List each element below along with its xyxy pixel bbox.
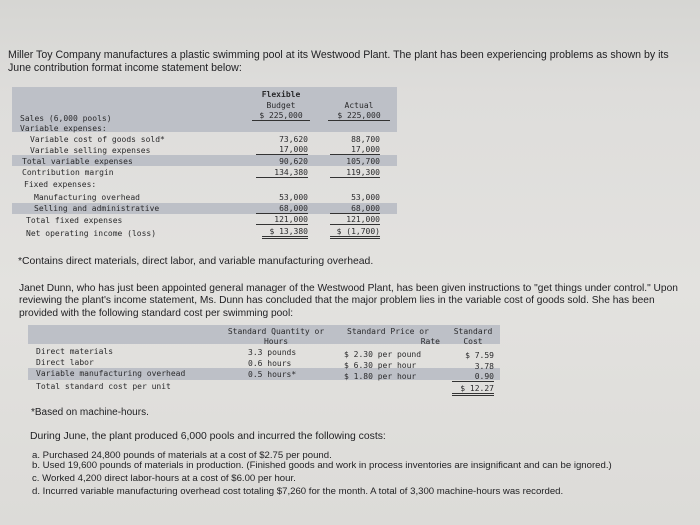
std-label-total: Total standard cost per unit bbox=[36, 382, 171, 391]
actual-sga: 68,000 bbox=[330, 204, 380, 214]
actual-tvar: 105,700 bbox=[346, 157, 380, 166]
std-qty-dl: 0.6 hours bbox=[248, 359, 292, 368]
flex-sales: $ 225,000 bbox=[252, 111, 310, 121]
std-price-voh: $ 1.80 per hour bbox=[344, 372, 417, 381]
row-label-tfixed: Total fixed expenses bbox=[26, 216, 123, 225]
row-label-vsell: Variable selling expenses bbox=[30, 146, 151, 155]
row-label-var-exp: Variable expenses: bbox=[20, 124, 107, 133]
flex-cm: 134,380 bbox=[256, 168, 308, 178]
row-label-mfg-oh: Manufacturing overhead bbox=[34, 193, 140, 202]
footnote-machine-hours: *Based on machine-hours. bbox=[31, 407, 149, 418]
cost-items-list bbox=[32, 451, 672, 498]
std-cost-dl: 3.78 bbox=[474, 362, 494, 371]
row-label-tvar: Total variable expenses bbox=[22, 157, 133, 166]
col-cost-1: Standard bbox=[453, 327, 493, 336]
flex-mfg-oh: 53,000 bbox=[279, 193, 308, 202]
actual-mfg-oh: 53,000 bbox=[351, 193, 380, 202]
list-item: b. Used 19,600 pounds of materials in production. (Finished goods and work in process inventories are insignificant and can be ignored.) bbox=[32, 460, 612, 472]
june-intro: During June, the plant produced 6,000 pools and incurred the following costs: bbox=[30, 431, 386, 442]
col-qty-1: Standard Quantity or bbox=[227, 327, 325, 336]
list-item: a. Purchased 24,800 pounds of materials at a cost of $2.75 per pound. bbox=[32, 450, 332, 461]
row-label-fixed: Fixed expenses: bbox=[24, 180, 97, 189]
actual-sales: $ 225,000 bbox=[328, 111, 390, 121]
flex-sga: 68,000 bbox=[256, 204, 308, 214]
list-item: d. Incurred variable manufacturing overhead cost totaling $7,260 for the month. A total of 3,300 machine-hours was recorded. bbox=[32, 486, 564, 498]
actual-vsell: 17,000 bbox=[330, 145, 380, 155]
flex-noi: $ 13,380 bbox=[262, 227, 308, 239]
std-label-voh: Variable manufacturing overhead bbox=[36, 369, 186, 378]
row-label-cm: Contribution margin bbox=[22, 168, 114, 177]
std-price-dl: $ 6.30 per hour bbox=[344, 361, 417, 370]
actual-vcogs: 88,700 bbox=[351, 135, 380, 144]
row-label-sales: Sales (6,000 pools) bbox=[20, 114, 112, 123]
std-cost-voh: 0.90 bbox=[452, 372, 494, 382]
footnote-cogs: *Contains direct materials, direct labor, and variable manufacturing overhead. bbox=[18, 256, 374, 267]
list-item: c. Worked 4,200 direct labor-hours at a cost of $6.00 per hour. bbox=[32, 472, 296, 484]
row-label-sga: Selling and administrative bbox=[34, 204, 160, 213]
row-label-vcogs: Variable cost of goods sold* bbox=[30, 135, 165, 144]
flex-header-2: Budget bbox=[266, 101, 296, 110]
std-qty-voh: 0.5 hours* bbox=[248, 370, 297, 379]
flex-header-1: Flexible bbox=[261, 90, 301, 99]
col-price-2: Rate bbox=[420, 337, 440, 346]
std-label-dm: Direct materials bbox=[36, 347, 114, 356]
std-cost-dm: $ 7.59 bbox=[465, 351, 494, 360]
flex-vcogs: 73,620 bbox=[279, 135, 308, 144]
intro-text: Miller Toy Company manufactures a plastic swimming pool at its Westwood Plant. The plant has been experiencing problems as shown by its June contribution format income statement below: bbox=[8, 49, 669, 74]
std-price-dm: $ 2.30 per pound bbox=[344, 350, 422, 359]
actual-header: Actual bbox=[344, 101, 374, 110]
flex-tvar: 90,620 bbox=[279, 157, 308, 166]
actual-tfixed: 121,000 bbox=[330, 215, 380, 225]
actual-noi: $ (1,700) bbox=[330, 227, 380, 239]
flex-tfixed: 121,000 bbox=[256, 215, 308, 225]
std-cost-total: $ 12.27 bbox=[452, 384, 494, 396]
flex-vsell: 17,000 bbox=[256, 145, 308, 155]
col-price-1: Standard Price or bbox=[347, 327, 429, 336]
actual-cm: 119,300 bbox=[330, 168, 380, 178]
manager-paragraph: Janet Dunn, who has just been appointed general manager of the Westwood Plant, has been given instructions to "get things under control." Upon reviewing the plant's income statement, Ms. Dunn has concluded that the major problem lies in the variable cost of goods sold. She has been provided with the following standard cost per swimming pool: bbox=[19, 283, 678, 319]
col-cost-2: Cost bbox=[463, 337, 483, 346]
std-qty-dm: 3.3 pounds bbox=[248, 348, 297, 357]
col-qty-2: Hours bbox=[263, 337, 289, 346]
row-label-noi: Net operating income (loss) bbox=[26, 229, 157, 238]
std-label-dl: Direct labor bbox=[36, 358, 94, 367]
